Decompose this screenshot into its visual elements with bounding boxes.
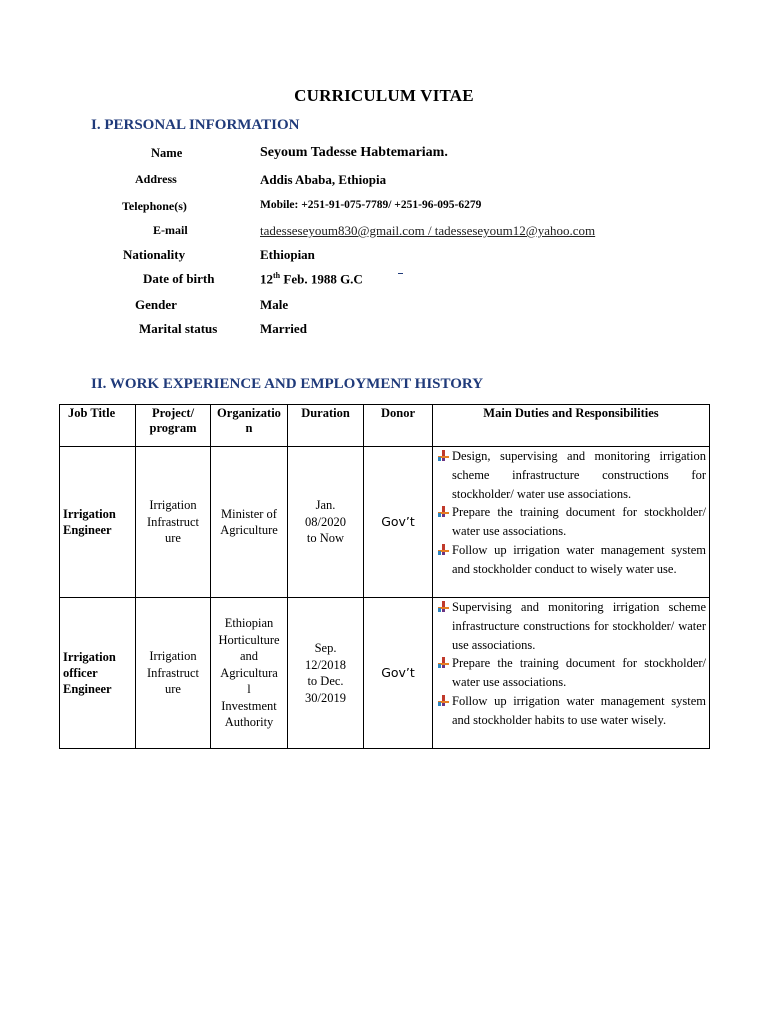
dob-rest: Feb. 1988 G.C bbox=[280, 271, 363, 287]
duty-item: Design, supervising and monitoring irrigation scheme infrastructure constructions for stockholder/ water use associations. bbox=[436, 447, 706, 503]
arrow-bullet-icon bbox=[438, 450, 449, 461]
nationality-value: Ethiopian bbox=[260, 247, 315, 262]
duty-item: Supervising and monitoring irrigation scheme infrastructure constructions for stockholder/ water use associations. bbox=[436, 598, 706, 654]
table-header-row bbox=[60, 405, 710, 447]
duty-item: Follow up irrigation water management system and stockholder conduct to wisely water use. bbox=[436, 541, 706, 579]
organization-cell: Minister of Agriculture bbox=[211, 447, 288, 598]
table-row bbox=[60, 598, 710, 749]
name-row bbox=[0, 146, 768, 166]
arrow-bullet-icon bbox=[438, 506, 449, 517]
work-experience-heading: II. WORK EXPERIENCE AND EMPLOYMENT HISTORY bbox=[91, 376, 484, 392]
marital-row bbox=[0, 321, 768, 341]
name-value: Seyoum Tadesse Habtemariam. bbox=[260, 145, 448, 160]
duration-cell: Jan. 08/2020 to Now bbox=[288, 447, 364, 598]
email-label: E-mail bbox=[153, 223, 188, 237]
personal-info-heading: I. PERSONAL INFORMATION bbox=[91, 117, 300, 133]
header-donor: Donor bbox=[364, 405, 433, 447]
nationality-row bbox=[0, 247, 768, 267]
nationality-label: Nationality bbox=[123, 247, 186, 262]
arrow-bullet-icon bbox=[438, 544, 449, 555]
header-job-title: Job Title bbox=[60, 405, 136, 447]
duties-cell bbox=[433, 447, 710, 598]
telephone-row bbox=[0, 199, 768, 219]
header-duration: Duration bbox=[288, 405, 364, 447]
dob-label: Date of birth bbox=[143, 271, 215, 286]
dob-day: 12 bbox=[260, 271, 273, 287]
address-label: Address bbox=[135, 172, 177, 186]
gender-label: Gender bbox=[135, 297, 177, 312]
header-duties: Main Duties and Responsibilities bbox=[433, 405, 710, 447]
document-title: CURRICULUM VITAE bbox=[294, 86, 474, 105]
arrow-bullet-icon bbox=[438, 601, 449, 612]
donor-cell: Gov’t bbox=[364, 447, 433, 598]
work-experience-table bbox=[59, 404, 710, 749]
header-project: Project/ program bbox=[136, 405, 211, 447]
name-label: Name bbox=[151, 146, 183, 160]
telephone-value: Mobile: +251-91-075-7789/ +251-96-095-6279 bbox=[260, 199, 482, 211]
dob-suffix: th bbox=[273, 271, 281, 280]
duration-cell: Sep. 12/2018 to Dec. 30/2019 bbox=[288, 598, 364, 749]
arrow-bullet-icon bbox=[438, 657, 449, 668]
gender-value: Male bbox=[260, 297, 289, 312]
dob-row bbox=[0, 271, 768, 291]
arrow-bullet-icon bbox=[438, 695, 449, 706]
marital-label: Marital status bbox=[139, 321, 218, 336]
duty-item: Prepare the training document for stockholder/ water use associations. bbox=[436, 503, 706, 541]
header-organization: Organizatio n bbox=[211, 405, 288, 447]
address-value: Addis Ababa, Ethiopia bbox=[260, 172, 387, 187]
organization-cell: Ethiopian Horticulture and Agricultura l Investment Authority bbox=[211, 598, 288, 749]
duties-cell bbox=[433, 598, 710, 749]
table-row bbox=[60, 447, 710, 598]
marital-value: Married bbox=[260, 321, 307, 336]
project-cell: Irrigation Infrastruct ure bbox=[136, 447, 211, 598]
gender-row bbox=[0, 297, 768, 317]
job-title-cell: Irrigation officer Engineer bbox=[60, 598, 136, 749]
email-link[interactable]: tadesseseyoum830@gmail.com / tadesseseyoum12@yahoo.com bbox=[260, 223, 596, 238]
duty-item: Prepare the training document for stockholder/ water use associations. bbox=[436, 654, 706, 692]
email-row bbox=[0, 223, 768, 243]
decorative-dash bbox=[398, 273, 403, 274]
dob-value bbox=[260, 271, 363, 287]
address-row bbox=[0, 172, 768, 192]
donor-cell: Gov’t bbox=[364, 598, 433, 749]
telephone-label: Telephone(s) bbox=[122, 199, 187, 213]
duty-item: Follow up irrigation water management system and stockholder habits to use water wisely. bbox=[436, 692, 706, 730]
project-cell: Irrigation Infrastruct ure bbox=[136, 598, 211, 749]
job-title-cell: Irrigation Engineer bbox=[60, 447, 136, 598]
